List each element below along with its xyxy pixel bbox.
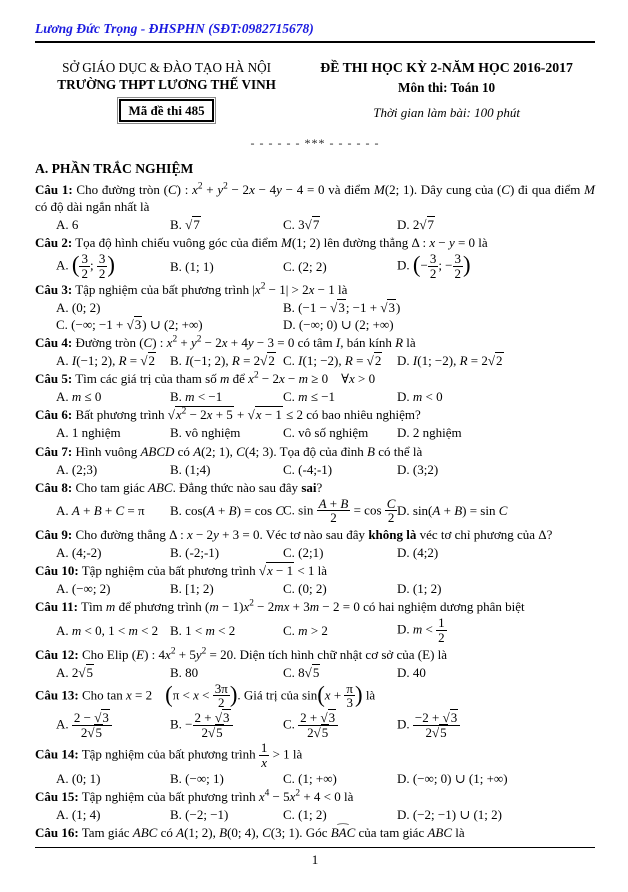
answer-option-D: D. (− $\frac{3}{2}$ ; − $\frac{3}{2}$ ) xyxy=(397,250,471,281)
answer-option-B: B. 1 < m < 2 xyxy=(170,622,236,638)
question-label: Câu 4: xyxy=(35,335,73,351)
question-label: Câu 15: xyxy=(35,789,79,805)
page-number: 1 xyxy=(311,851,319,867)
answer-option-D: D. (−∞; 0) ∪ (2; +∞) xyxy=(283,317,394,333)
answer-option-A: A. A + B + C = π xyxy=(56,503,145,519)
answer-key: D. xyxy=(283,317,296,333)
exam-code-box: Mã đề thi 485 xyxy=(119,99,213,122)
answer-options xyxy=(35,664,595,681)
question-label: Câu 14: xyxy=(35,746,79,762)
department-line: SỞ GIÁO DỤC & ĐÀO TẠO HÀ NỘI xyxy=(62,59,272,75)
section-title: A. PHẦN TRẮC NGHIỆM xyxy=(35,160,194,176)
answer-options xyxy=(35,461,595,478)
question-text: Câu 16: Tam giác ABC có A(1; 2), B(0; 4), C(3; 1). Góc ⌢ BAC của tam giác ABC là xyxy=(35,817,465,841)
answer-option-A: A. (2;3) xyxy=(56,461,98,477)
answer-key: B. xyxy=(170,353,182,369)
answer-key: C. xyxy=(283,389,295,405)
answer-option-C: C. $\frac{2 + √3}{2√5}$ xyxy=(283,711,397,740)
answer-option-C: C. 3√7 xyxy=(283,216,320,232)
question-1 xyxy=(35,181,595,233)
questions-list xyxy=(35,181,595,842)
answer-option-D: D. m < $\frac{1}{2}$ xyxy=(397,615,445,645)
question-text: Câu 10: Tập nghiệm của bất phương trình √x − 1 < 1 là xyxy=(35,563,328,579)
answer-key: B. xyxy=(170,545,182,561)
question-11 xyxy=(35,598,595,645)
subject-line: Môn thi: Toán 10 xyxy=(398,79,496,95)
answer-option-C: C. (−∞; −1 + √3) ∪ (2; +∞) xyxy=(56,317,203,333)
answer-option-C: C. (-4;-1) xyxy=(283,461,333,477)
question-label: Câu 13: xyxy=(35,686,79,702)
answer-option-B: B. − $\frac{2 + √3}{2√5}$ xyxy=(170,711,283,740)
question-16 xyxy=(35,817,595,841)
answer-key: A. xyxy=(56,545,69,561)
answer-key: A. xyxy=(56,216,69,232)
question-text: Câu 13: Cho tan x = 2 (π < x < $\frac{3\pi}{2}$ ). Giá trị của sin(x + $\frac{\pi}{3}$ ) là xyxy=(35,680,376,711)
answer-option-D: D. (−∞; 0) ∪ (1; +∞) xyxy=(397,771,508,787)
answer-key: A. xyxy=(56,461,69,477)
answer-option-A: A. (1; 4) xyxy=(56,807,101,823)
exam-header xyxy=(35,59,595,123)
answer-key: C. xyxy=(283,807,295,823)
question-text: Câu 2: Tọa độ hình chiếu vuông góc của điểm M(1; 2) lên đường thẳng Δ : x − y = 0 là xyxy=(35,234,488,250)
answer-option-C: C. (1; 2) xyxy=(283,807,327,823)
answer-option-C: C. m ≤ −1 xyxy=(283,389,336,405)
answer-option-A: A. m < 0, 1 < m < 2 xyxy=(56,622,159,638)
answer-option-C: C. (1; +∞) xyxy=(283,771,337,787)
answer-key: D. xyxy=(397,216,410,232)
answer-option-B: B. √7 xyxy=(170,216,200,232)
duration-line: Thời gian làm bài: 100 phút xyxy=(373,105,520,121)
question-15 xyxy=(35,788,595,823)
answer-option-A: A. 6 xyxy=(56,216,79,232)
answer-option-D: D. 40 xyxy=(397,664,426,680)
answer-option-D: D. sin(A + B) = sin C xyxy=(397,503,508,519)
answer-options xyxy=(35,352,595,369)
answer-key: A. xyxy=(56,771,69,787)
answer-option-C: C. vô số nghiệm xyxy=(283,425,369,441)
answer-options xyxy=(35,806,595,823)
question-label: Câu 16: xyxy=(35,825,79,841)
answer-option-B: B. (−∞; 1) xyxy=(170,771,224,787)
question-8 xyxy=(35,479,595,526)
header-rule xyxy=(35,41,595,43)
answer-key: A. xyxy=(56,257,69,273)
author-bar xyxy=(35,20,595,43)
answer-option-B: B. 80 xyxy=(170,664,199,680)
answer-options xyxy=(35,252,595,281)
answer-key: C. xyxy=(283,716,295,732)
answer-option-C: C. I(1; −2), R = √2 xyxy=(283,353,382,369)
answer-option-A: A. ( $\frac{3}{2}$ ; $\frac{3}{2}$ ) xyxy=(56,250,115,281)
answer-option-D: D. (1; 2) xyxy=(397,581,442,597)
question-3 xyxy=(35,281,595,333)
question-label: Câu 1: xyxy=(35,181,73,197)
answer-key: D. xyxy=(397,621,410,637)
answer-key: B. xyxy=(170,503,182,519)
answer-key: D. xyxy=(397,389,410,405)
header-right-block xyxy=(298,59,595,123)
question-text: Câu 11: Tìm m để phương trình $(m - 1)x^2 - 2mx + 3m - 2 = 0$ có hai nghiệm dương phân biệt xyxy=(35,598,525,615)
question-14 xyxy=(35,741,595,788)
answer-key: C. xyxy=(283,664,295,680)
answer-key: A. xyxy=(56,807,69,823)
question-text: Câu 4: Đường tròn (C) : $x^2 + y^2 - 2x + 4y - 3 = 0$ có tâm I, bán kính R là xyxy=(35,335,416,351)
answer-key: C. xyxy=(283,622,295,638)
answer-option-A: A. $\frac{2 - √3}{2√5}$ xyxy=(56,711,170,740)
question-text: Câu 7: Hình vuông ABCD có A(2; 1), C(4; 3). Tọa độ của đỉnh B có thể là xyxy=(35,443,423,459)
question-label: Câu 2: xyxy=(35,234,73,250)
answer-key: B. xyxy=(170,664,182,680)
answer-options xyxy=(35,216,595,233)
answer-key: C. xyxy=(283,353,295,369)
answer-options xyxy=(35,580,595,597)
question-label: Câu 8: xyxy=(35,479,73,495)
answer-key: D. xyxy=(397,716,410,732)
answer-key: A. xyxy=(56,581,69,597)
answer-key: D. xyxy=(397,503,410,519)
ornament-divider: - - - - - - *** - - - - - - xyxy=(250,136,380,151)
answer-options xyxy=(35,497,595,526)
answer-option-D: D. $\frac{-2 + √3}{2√5}$ xyxy=(397,711,595,740)
question-9 xyxy=(35,526,595,561)
answer-option-D: D. m < 0 xyxy=(397,389,443,405)
answer-option-C: C. sin $\frac{A + B}{2}$ = cos $\frac{C}{2}$ xyxy=(283,495,396,526)
answer-option-A: A. (0; 2) xyxy=(56,300,101,316)
answer-key: D. xyxy=(397,425,410,441)
answer-option-A: A. m ≤ 0 xyxy=(56,389,102,405)
answer-key: B. xyxy=(170,425,182,441)
author-line: Lương Đức Trọng - ĐHSPHN (SĐT:0982715678) xyxy=(35,21,314,36)
answer-option-B: B. I(−1; 2), R = 2√2 xyxy=(170,353,275,369)
answer-key: D. xyxy=(397,581,410,597)
question-label: Câu 9: xyxy=(35,527,73,543)
answer-option-C: C. (2; 2) xyxy=(283,258,327,274)
question-6 xyxy=(35,406,595,441)
answer-key: C. xyxy=(283,501,295,517)
question-12 xyxy=(35,646,595,681)
answer-key: C. xyxy=(283,461,295,477)
answer-key: C. xyxy=(283,258,295,274)
answer-key: A. xyxy=(56,300,69,316)
answer-key: D. xyxy=(397,257,410,273)
answer-key: A. xyxy=(56,503,69,519)
question-text: Câu 5: Tìm các giá trị của tham số m để $x^2 - 2x - m \ge 0$ ∀x > 0 xyxy=(35,371,376,387)
answer-key: A. xyxy=(56,664,69,680)
answer-key: B. xyxy=(170,716,182,732)
answer-key: A. xyxy=(56,622,69,638)
answer-option-A: A. I(−1; 2), R = √2 xyxy=(56,353,156,369)
answer-option-A: A. 2√5 xyxy=(56,664,94,680)
question-label: Câu 10: xyxy=(35,563,79,579)
answer-key: C. xyxy=(283,581,295,597)
answer-key: D. xyxy=(397,664,410,680)
question-label: Câu 7: xyxy=(35,443,73,459)
answer-option-B: B. vô nghiệm xyxy=(170,425,241,441)
answer-key: A. xyxy=(56,353,69,369)
answer-option-D: D. (3;2) xyxy=(397,461,439,477)
answer-key: B. xyxy=(170,807,182,823)
header-left-block xyxy=(35,59,298,123)
answer-option-D: D. (−2; −1) ∪ (1; 2) xyxy=(397,807,502,823)
answer-options xyxy=(35,388,595,405)
answer-option-C: C. (0; 2) xyxy=(283,581,327,597)
answer-key: D. xyxy=(397,807,410,823)
question-7 xyxy=(35,443,595,478)
answer-key: C. xyxy=(56,317,68,333)
question-label: Câu 3: xyxy=(35,282,73,298)
answer-key: C. xyxy=(283,425,295,441)
exam-title: ĐỀ THI HỌC KỲ 2-NĂM HỌC 2016-2017 xyxy=(320,59,573,75)
question-text: Câu 15: Tập nghiệm của bất phương trình $x^4 - 5x^2 + 4 < 0$ là xyxy=(35,789,354,805)
question-10 xyxy=(35,562,595,597)
answer-options xyxy=(35,711,595,740)
answer-option-B: B. (1; 1) xyxy=(170,258,214,274)
answer-option-B: B. [1; 2) xyxy=(170,581,214,597)
question-label: Câu 5: xyxy=(35,371,73,387)
page-footer xyxy=(35,847,595,868)
answer-key: D. xyxy=(397,771,410,787)
answer-key: A. xyxy=(56,389,69,405)
question-text: Câu 1: Cho đường tròn (C) : $x^2 + y^2 - 2x - 4y - 4 = 0$ và điểm M(2; 1). Dây cung của (C) đi qua điểm M có độ dài ngắn nhất là xyxy=(35,181,595,214)
question-2 xyxy=(35,234,595,281)
answer-key: C. xyxy=(283,545,295,561)
answer-options xyxy=(35,770,595,787)
answer-key: B. xyxy=(170,581,182,597)
answer-key: A. xyxy=(56,425,69,441)
question-text: Câu 3: Tập nghiệm của bất phương trình $|x^2 - 1| > 2x - 1$ là xyxy=(35,282,348,298)
answer-option-B: B. (1;4) xyxy=(170,461,211,477)
answer-key: B. xyxy=(170,389,182,405)
answer-option-C: C. 8√5 xyxy=(283,664,320,680)
question-label: Câu 6: xyxy=(35,407,73,423)
answer-option-D: D. I(1; −2), R = 2√2 xyxy=(397,353,503,369)
answer-options xyxy=(35,544,595,561)
question-text: Câu 8: Cho tam giác ABC. Đẳng thức nào sau đây sai? xyxy=(35,479,323,495)
answer-options xyxy=(35,424,595,441)
answer-key: B. xyxy=(170,258,182,274)
answer-options xyxy=(35,299,595,333)
answer-option-A: A. 1 nghiệm xyxy=(56,425,121,441)
answer-option-B: B. m < −1 xyxy=(170,389,223,405)
answer-option-B: B. (−1 − √3; −1 + √3) xyxy=(283,300,401,316)
answer-option-A: A. (−∞; 2) xyxy=(56,581,111,597)
answer-option-B: B. (-2;-1) xyxy=(170,545,220,561)
question-text: Câu 9: Cho đường thẳng Δ : x − 2y + 3 = 0. Véc tơ nào sau đây không là véc tơ chỉ phương của Δ? xyxy=(35,527,553,543)
question-label: Câu 12: xyxy=(35,646,79,662)
answer-options xyxy=(35,616,595,645)
answer-key: D. xyxy=(397,545,410,561)
answer-option-D: D. (4;2) xyxy=(397,545,439,561)
footer-rule xyxy=(35,847,595,848)
answer-key: B. xyxy=(170,461,182,477)
question-text: Câu 12: Cho Elip (E) : $4x^2 + 5y^2 = 20$. Diện tích hình chữ nhật cơ sở của (E) là xyxy=(35,646,448,662)
answer-option-B: B. cos(A + B) = cos C xyxy=(170,503,285,519)
answer-key: C. xyxy=(283,216,295,232)
answer-key: D. xyxy=(397,461,410,477)
answer-key: B. xyxy=(170,771,182,787)
answer-key: B. xyxy=(170,216,182,232)
question-text: Câu 14: Tập nghiệm của bất phương trình $\frac{1}{x}$ > 1 là xyxy=(35,739,303,770)
question-label: Câu 11: xyxy=(35,599,78,615)
question-5 xyxy=(35,370,595,405)
answer-option-C: C. (2;1) xyxy=(283,545,324,561)
answer-key: A. xyxy=(56,716,69,732)
answer-key: B. xyxy=(283,300,295,316)
answer-key: D. xyxy=(397,353,410,369)
question-4 xyxy=(35,334,595,369)
answer-option-A: A. (0; 1) xyxy=(56,771,101,787)
answer-option-D: D. 2√7 xyxy=(397,216,435,232)
question-13 xyxy=(35,682,595,740)
answer-option-C: C. m > 2 xyxy=(283,622,328,638)
answer-option-D: D. 2 nghiệm xyxy=(397,425,462,441)
answer-option-B: B. (−2; −1) xyxy=(170,807,229,823)
school-line: TRƯỜNG THPT LƯƠNG THẾ VINH xyxy=(57,76,276,92)
question-text: Câu 6: Bất phương trình $√x^2 - 2x + 5 + √x - 1 \le 2$ có bao nhiêu nghiệm? xyxy=(35,407,421,423)
answer-key: C. xyxy=(283,771,295,787)
answer-option-A: A. (4;-2) xyxy=(56,545,102,561)
answer-key: B. xyxy=(170,622,182,638)
